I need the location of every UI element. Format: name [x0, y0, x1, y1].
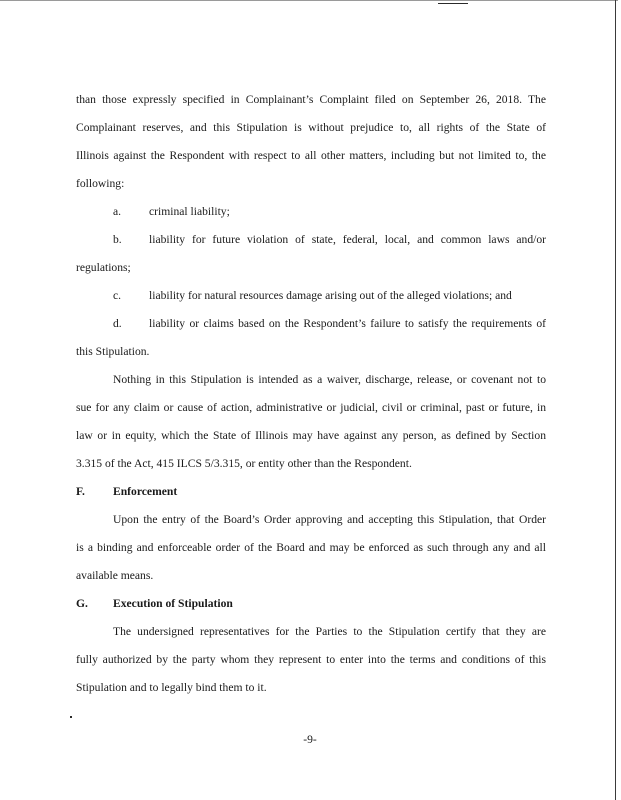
page-number: -9- — [303, 733, 317, 746]
scan-edge-right — [615, 0, 616, 800]
body-line: Complainant reserves, and this Stipulation is without prejudice to, all rights of the State of — [76, 121, 546, 134]
section-g-title: Execution of Stipulation — [113, 597, 233, 610]
body-line: Stipulation and to legally bind them to it. — [76, 681, 267, 694]
body-line: The undersigned representatives for the Parties to the Stipulation certify that they are — [113, 625, 546, 638]
body-line: is a binding and enforceable order of the Board and may be enforced as such through any and all — [76, 541, 546, 554]
body-line: available means. — [76, 569, 154, 582]
body-line: following: — [76, 177, 125, 190]
list-item-text: liability for future violation of state, federal, local, and common laws and/or — [149, 233, 546, 246]
body-line: Upon the entry of the Board’s Order approving and accepting this Stipulation, that Order — [113, 513, 546, 526]
list-item-letter: d. — [113, 317, 122, 330]
list-item-letter: c. — [113, 289, 122, 302]
body-line: law or in equity, which the State of Illinois may have against any person, as defined by Section — [76, 429, 546, 442]
scan-speck — [70, 716, 72, 718]
body-line: fully authorized by the party whom they represent to enter into the terms and conditions of this — [76, 653, 546, 666]
list-item-letter: a. — [113, 205, 122, 218]
list-item-text: liability or claims based on the Respondent’s failure to satisfy the requirements of — [149, 317, 546, 330]
body-line: Illinois against the Respondent with respect to all other matters, including but not limited to, the — [76, 149, 546, 162]
list-item-letter: b. — [113, 233, 122, 246]
body-line: than those expressly specified in Complainant’s Complaint filed on September 26, 2018. The — [76, 93, 546, 106]
body-line: sue for any claim or cause of action, administrative or judicial, civil or criminal, past or future, in — [76, 401, 546, 414]
scan-edge-top — [0, 0, 618, 1]
body-line: Nothing in this Stipulation is intended as a waiver, discharge, release, or covenant not to — [113, 373, 546, 386]
list-item-text: liability for natural resources damage arising out of the alleged violations; and — [149, 289, 512, 302]
list-item-continuation: this Stipulation. — [76, 345, 150, 358]
section-f-title: Enforcement — [113, 485, 178, 498]
scan-speck — [438, 3, 468, 4]
section-f-letter: F. — [76, 485, 85, 498]
body-line: 3.315 of the Act, 415 ILCS 5/3.315, or entity other than the Respondent. — [76, 457, 412, 470]
list-item-continuation: regulations; — [76, 261, 131, 274]
section-g-letter: G. — [76, 597, 88, 610]
list-item-text: criminal liability; — [149, 205, 230, 218]
